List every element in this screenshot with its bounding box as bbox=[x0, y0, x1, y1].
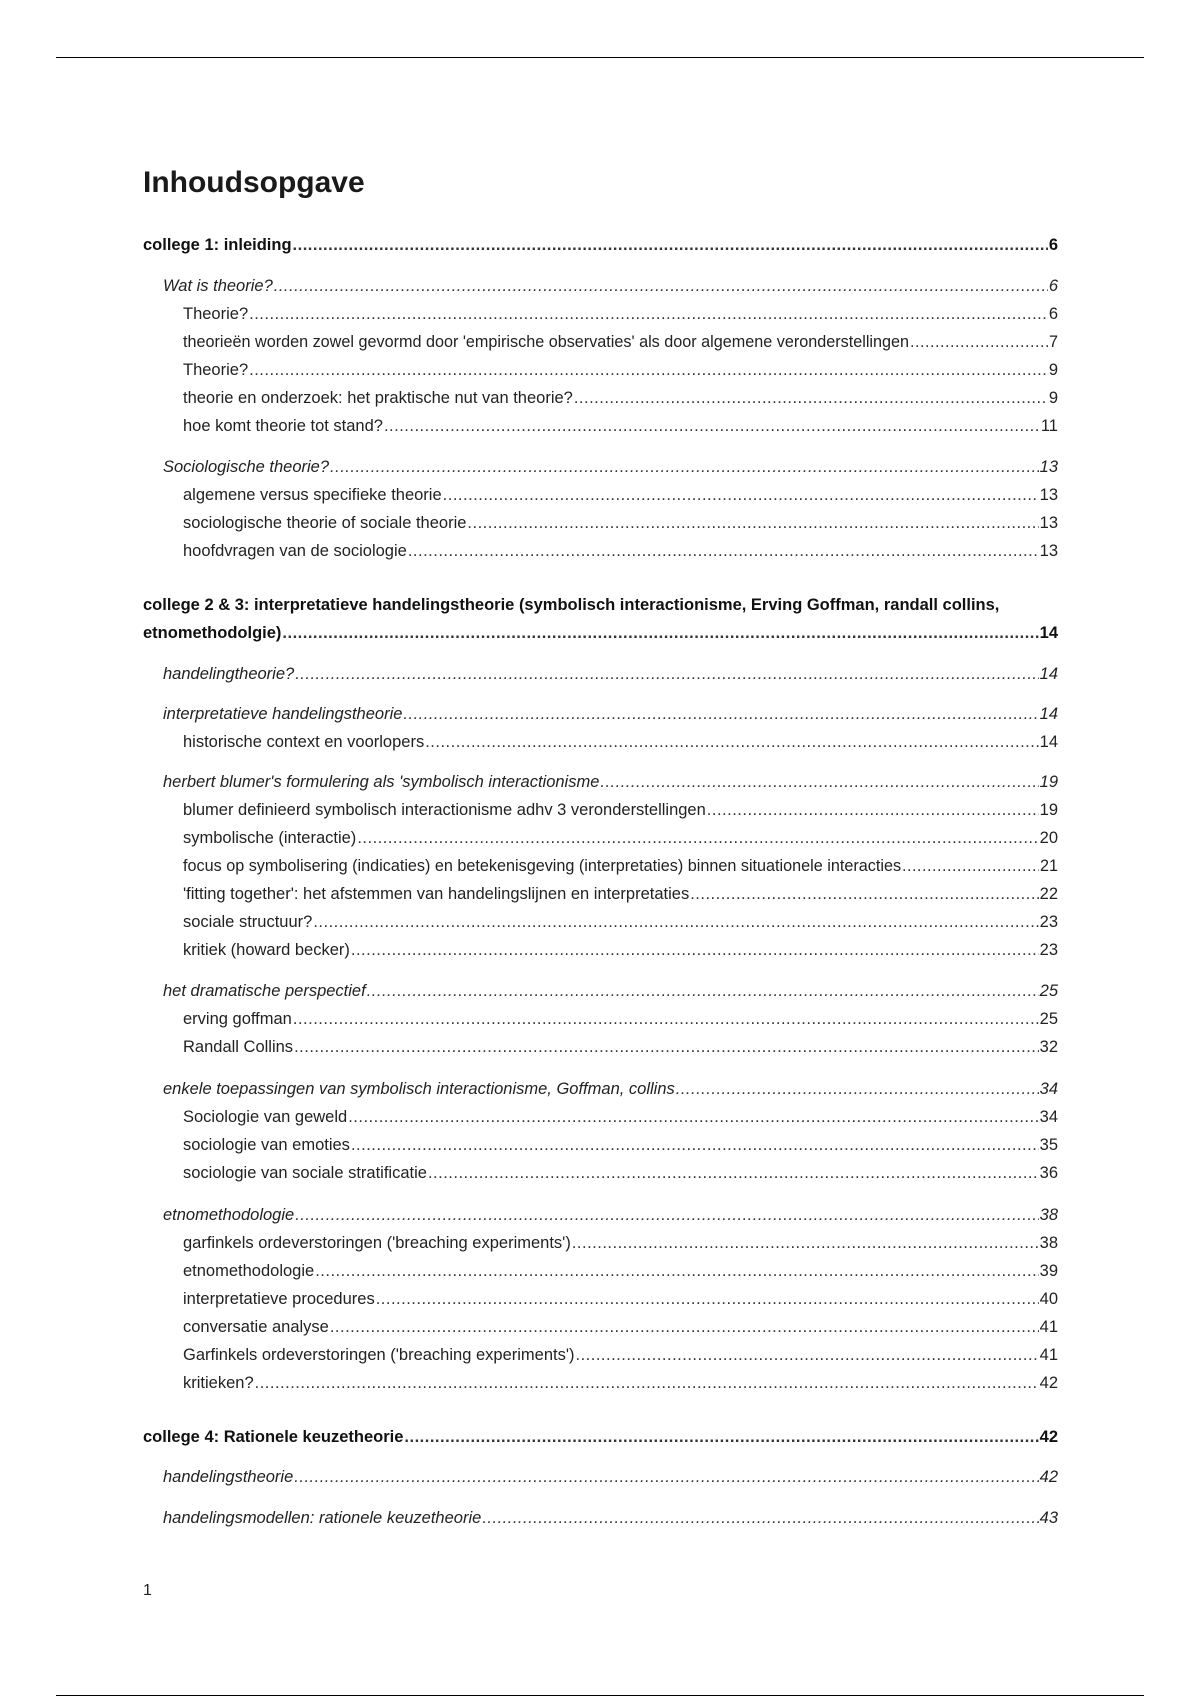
toc-entry[interactable]: etnomethodologie ..... 38 bbox=[143, 1204, 1058, 1226]
toc-entry[interactable]: sociale structuur? ..... 23 bbox=[143, 911, 1058, 933]
toc-entry[interactable]: Garfinkels ordeverstoringen ('breaching experiments') ..... 41 bbox=[143, 1344, 1058, 1366]
toc-entry[interactable]: college 4: Rationele keuzetheorie ..... 42 bbox=[143, 1426, 1058, 1448]
toc-entry[interactable]: Sociologie van geweld ..... 34 bbox=[143, 1106, 1058, 1128]
toc-entry[interactable]: sociologie van sociale stratificatie ..... 36 bbox=[143, 1162, 1058, 1184]
toc-entry[interactable]: enkele toepassingen van symbolisch interactionisme, Goffman, collins ..... 34 bbox=[143, 1078, 1058, 1100]
toc-entry[interactable]: conversatie analyse ..... 41 bbox=[143, 1316, 1058, 1338]
toc-entry-line[interactable]: college 2 & 3: interpretatieve handelingstheorie (symbolisch interactionisme, Erving Goffman, randall collins, bbox=[143, 596, 1000, 614]
toc-entry[interactable]: handelingstheorie ..... 42 bbox=[143, 1466, 1058, 1488]
toc-entry[interactable]: algemene versus specifieke theorie ..... 13 bbox=[143, 484, 1058, 506]
toc-entry[interactable]: hoofdvragen van de sociologie ..... 13 bbox=[143, 540, 1058, 562]
header-rule bbox=[56, 57, 1144, 58]
toc-entry[interactable]: symbolische (interactie) ..... 20 bbox=[143, 827, 1058, 849]
toc-entry[interactable]: Theorie? ..... 9 bbox=[143, 359, 1058, 381]
toc-entry[interactable]: 'fitting together': het afstemmen van handelingslijnen en interpretaties ..... 22 bbox=[143, 883, 1058, 905]
toc-entry[interactable]: blumer definieerd symbolisch interactionisme adhv 3 veronderstellingen ..... 19 bbox=[143, 799, 1058, 821]
toc-entry[interactable]: etnomethodologie ..... 39 bbox=[143, 1260, 1058, 1282]
toc-entry[interactable]: interpretatieve handelingstheorie ..... 14 bbox=[143, 703, 1058, 725]
toc-entry[interactable]: sociologische theorie of sociale theorie ..... 13 bbox=[143, 512, 1058, 534]
toc-entry[interactable]: etnomethodolgie) ..... 14 bbox=[143, 622, 1058, 644]
toc-entry[interactable]: handelingsmodellen: rationele keuzetheorie ..... 43 bbox=[143, 1507, 1058, 1529]
toc-entry[interactable]: focus op symbolisering (indicaties) en betekenisgeving (interpretaties) binnen situationele interacties ..... 21 bbox=[143, 855, 1058, 877]
toc-entry[interactable]: theorie en onderzoek: het praktische nut van theorie? ..... 9 bbox=[143, 387, 1058, 409]
toc-entry[interactable]: interpretatieve procedures ..... 40 bbox=[143, 1288, 1058, 1310]
toc-entry[interactable]: hoe komt theorie tot stand? ..... 11 bbox=[143, 415, 1058, 437]
toc-entry[interactable]: Sociologische theorie? ..... 13 bbox=[143, 456, 1058, 478]
toc-entry[interactable]: garfinkels ordeverstoringen ('breaching experiments') ..... 38 bbox=[143, 1232, 1058, 1254]
toc-entry[interactable]: erving goffman ..... 25 bbox=[143, 1008, 1058, 1030]
toc-entry[interactable]: het dramatische perspectief ..... 25 bbox=[143, 980, 1058, 1002]
toc-entry[interactable]: college 1: inleiding ..... 6 bbox=[143, 234, 1058, 256]
toc-entry[interactable]: Theorie? ..... 6 bbox=[143, 303, 1058, 325]
toc-entry[interactable]: historische context en voorlopers ..... 14 bbox=[143, 731, 1058, 753]
toc-entry[interactable]: herbert blumer's formulering als 'symbolisch interactionisme ..... 19 bbox=[143, 771, 1058, 793]
page-title: Inhoudsopgave bbox=[143, 166, 365, 199]
toc-entry[interactable]: Randall Collins ..... 32 bbox=[143, 1036, 1058, 1058]
toc-entry[interactable]: theorieën worden zowel gevormd door 'empirische observaties' als door algemene veronderstellingen ..... 7 bbox=[143, 331, 1058, 353]
toc-entry[interactable]: kritieken? ..... 42 bbox=[143, 1372, 1058, 1394]
toc-entry[interactable]: sociologie van emoties ..... 35 bbox=[143, 1134, 1058, 1156]
toc-entry[interactable]: kritiek (howard becker) ..... 23 bbox=[143, 939, 1058, 961]
page-number: 1 bbox=[143, 1582, 152, 1599]
toc-entry[interactable]: handelingtheorie? ..... 14 bbox=[143, 663, 1058, 685]
toc-entry[interactable]: Wat is theorie? ..... 6 bbox=[143, 275, 1058, 297]
footer-rule bbox=[56, 1695, 1144, 1696]
